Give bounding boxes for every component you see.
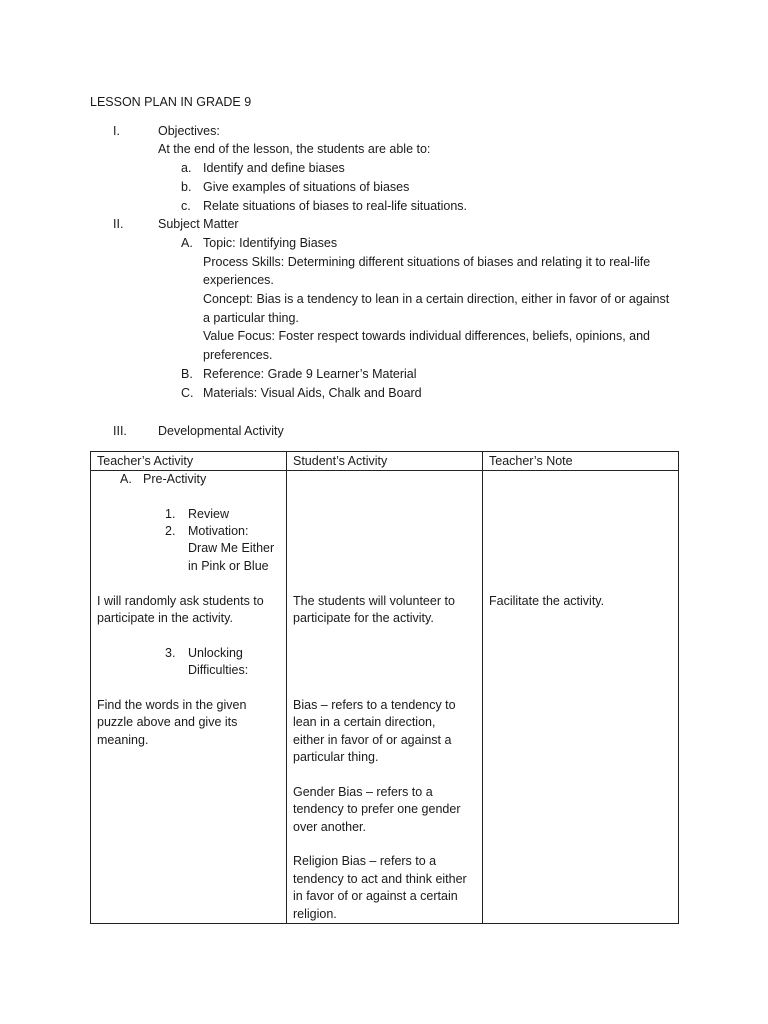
table-header-student-activity: Student’s Activity: [287, 452, 483, 471]
subject-value-focus-cont: preferences.: [203, 348, 273, 362]
table-header-teacher-note: Teacher’s Note: [483, 452, 679, 471]
document-title: LESSON PLAN IN GRADE 9: [90, 95, 252, 109]
subject-topic: Topic: Identifying Biases: [203, 236, 338, 250]
unlocking-label: Unlocking: [188, 646, 243, 660]
bias-definition-3: either in favor of or against a: [293, 733, 452, 747]
teacher-activity-cell: [91, 471, 287, 924]
objective-item: Relate situations of biases to real-life situations.: [203, 199, 468, 213]
student-volunteer-cont: participate for the activity.: [293, 611, 434, 625]
section-heading-objectives: Objectives:: [158, 124, 220, 138]
motivation-number: 2.: [165, 524, 176, 538]
teacher-find-words-end: meaning.: [97, 733, 149, 747]
section-numeral-objectives: I.: [113, 124, 120, 138]
subject-marker-c: C.: [181, 386, 194, 400]
pre-activity-marker: A.: [120, 472, 132, 486]
teacher-randomly-ask-cont: participate in the activity.: [97, 611, 233, 625]
gender-bias-definition: Gender Bias – refers to a: [293, 785, 433, 799]
bias-definition-2: lean in a certain direction,: [293, 715, 436, 729]
objectives-intro: At the end of the lesson, the students are able to:: [158, 142, 431, 156]
teacher-note-facilitate: Facilitate the activity.: [489, 594, 605, 608]
developmental-activity-table: [90, 451, 679, 924]
religion-bias-definition: Religion Bias – refers to a: [293, 854, 437, 868]
table-header-teacher-activity: Teacher’s Activity: [91, 452, 287, 471]
gender-bias-definition-2: tendency to prefer one gender: [293, 802, 461, 816]
table-row: [91, 471, 679, 924]
subject-materials: Materials: Visual Aids, Chalk and Board: [203, 386, 422, 400]
subject-concept: Concept: Bias is a tendency to lean in a certain direction, either in favor of or against: [203, 292, 670, 306]
objective-item: Give examples of situations of biases: [203, 180, 410, 194]
objective-item: Identify and define biases: [203, 161, 345, 175]
motivation-title: Draw Me Either: [188, 541, 275, 555]
section-heading-subject-matter: Subject Matter: [158, 217, 239, 231]
teacher-find-words: Find the words in the given: [97, 698, 247, 712]
student-activity-cell: [287, 471, 483, 924]
objective-marker: c.: [181, 199, 191, 213]
teacher-note-cell: [483, 471, 679, 924]
subject-process-skills: Process Skills: Determining different situations of biases and relating it to real-life: [203, 255, 651, 269]
motivation-title-cont: in Pink or Blue: [188, 559, 269, 573]
religion-bias-definition-4: religion.: [293, 907, 337, 921]
bias-definition: Bias – refers to a tendency to: [293, 698, 456, 712]
gender-bias-definition-3: over another.: [293, 820, 366, 834]
section-numeral-developmental: III.: [113, 424, 127, 438]
subject-marker-a: A.: [181, 236, 193, 250]
religion-bias-definition-3: in favor of or against a certain: [293, 889, 458, 903]
subject-process-skills-cont: experiences.: [203, 273, 274, 287]
section-heading-developmental: Developmental Activity: [158, 424, 284, 438]
religion-bias-definition-2: tendency to act and think either: [293, 872, 467, 886]
teacher-randomly-ask: I will randomly ask students to: [97, 594, 264, 608]
section-numeral-subject-matter: II.: [113, 217, 124, 231]
motivation-label: Motivation:: [188, 524, 249, 538]
bias-definition-4: particular thing.: [293, 750, 379, 764]
teacher-find-words-cont: puzzle above and give its: [97, 715, 238, 729]
student-volunteer: The students will volunteer to: [293, 594, 455, 608]
objective-marker: b.: [181, 180, 192, 194]
unlocking-label-cont: Difficulties:: [188, 663, 249, 677]
subject-value-focus: Value Focus: Foster respect towards individual differences, beliefs, opinions, and: [203, 329, 651, 343]
unlocking-number: 3.: [165, 646, 176, 660]
subject-concept-cont: a particular thing.: [203, 311, 299, 325]
objective-marker: a.: [181, 161, 192, 175]
subject-marker-b: B.: [181, 367, 193, 381]
table-header-row: [91, 452, 679, 471]
review-label: Review: [188, 507, 229, 521]
pre-activity-label: Pre-Activity: [143, 472, 207, 486]
review-number: 1.: [165, 507, 176, 521]
subject-reference: Reference: Grade 9 Learner’s Material: [203, 367, 417, 381]
